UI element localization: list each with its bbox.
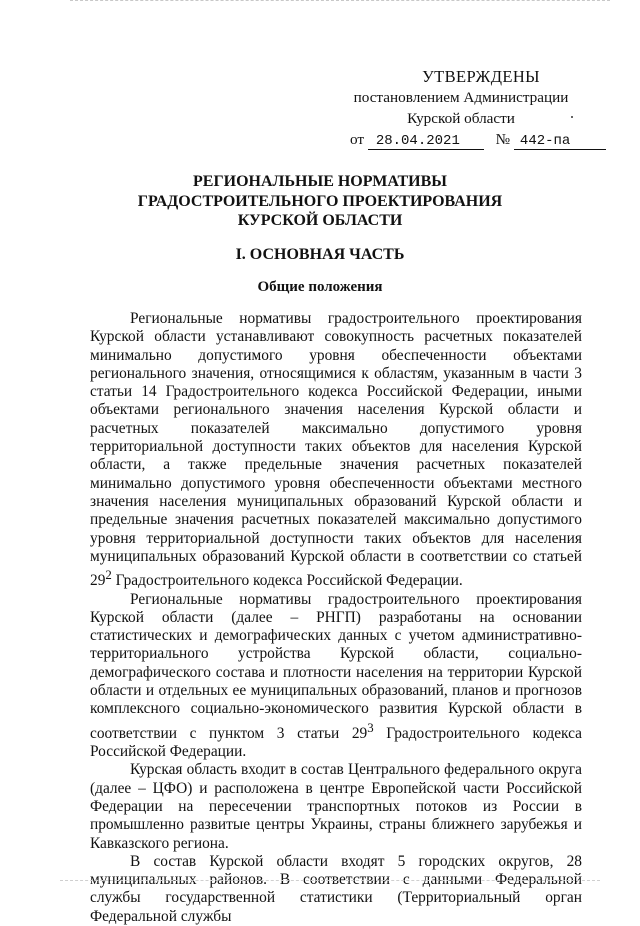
title-line-3: КУРСКОЙ ОБЛАСТИ (237, 212, 403, 229)
paragraph-2 (90, 591, 582, 762)
paragraph-1-tail: Градостроительного кодекса Российской Федерации. (111, 572, 463, 590)
title-line-1: РЕГИОНАЛЬНЫЕ НОРМАТИВЫ (193, 173, 447, 190)
paragraph-1-sup: 2 (105, 568, 112, 583)
paragraph-3: Курская область входит в состав Центрального федерального округа (далее – ЦФО) и расположена в центре Европейской части Российской Федерации на пересечении транспортных потоков из России в промышленно развитые центры Украины, страны ближнего зарубежья и Кавказского региона. (90, 761, 582, 852)
approved-heading: УТВЕРЖДЕНЫ (422, 67, 540, 86)
approval-date: 28.04.2021 (368, 133, 484, 150)
section-title: I. ОСНОВНАЯ ЧАСТЬ (235, 246, 405, 263)
section-subtitle: Общие положения (257, 279, 383, 295)
scan-artifact-top (70, 0, 610, 4)
paragraph-2-sup: 3 (367, 720, 374, 735)
document-title (90, 172, 550, 231)
approval-line-2: Курской области (407, 110, 515, 127)
approval-date-line (346, 129, 576, 150)
paragraph-2-tail: Градостроительного кодекса Российской Федерации. (90, 724, 582, 761)
document-body (90, 310, 582, 926)
title-line-2: ГРАДОСТРОИТЕЛЬНОГО ПРОЕКТИРОВАНИЯ (137, 192, 503, 210)
number-prefix: № (495, 131, 511, 148)
approval-line-1: постановлением Администрации (353, 89, 569, 106)
date-prefix: от (350, 131, 365, 148)
paragraph-2-text: Региональные нормативы градостроительного проектирования Курской области (далее – РНГП) разработаны на основании статистических и демографических данных с учетом административно-территориального устройства Курской области, социально-демографического состава и плотности населения на территории Курской области и отдельных ее муниципальных образований, планов и прогнозов комплексного социально-экономического развития Курской области в соответствии с пунктом 3 статьи 29 (90, 590, 582, 742)
paragraph-4: В состав Курской области входят 5 городских округов, 28 муниципальных районов. В соответствии с данными Федеральной службы государственной статистики (Территориальный орган Федеральной службы (90, 852, 582, 925)
approval-stamp (346, 66, 576, 150)
paragraph-1-text: Региональные нормативы градостроительного проектирования Курской области устанавливают совокупность расчетных показателей минимально допустимого уровня обеспеченности объектами регионального значения, относящимися к областям, указанным в части 3 статьи 14 Градостроительного кодекса Российской Федерации, иными объектами регионального значения населения Курской области и расчетных показателей максимально допустимого уровня территориальной доступности таких объектов для населения Курской области, а также предельные значения расчетных показателей минимально допустимого уровня обеспеченности объектами местного значения населения муниципальных образований Курской области и предельные значения расчетных показателей максимально допустимого уровня территориальной доступности таких объектов для населения муниципальных образований Курской области в соответствии со статьей 29 (90, 310, 582, 590)
paragraph-1 (90, 310, 582, 591)
scan-speck (571, 116, 573, 118)
approval-number: 442-па (514, 133, 606, 150)
scan-artifact-bottom (60, 880, 600, 883)
